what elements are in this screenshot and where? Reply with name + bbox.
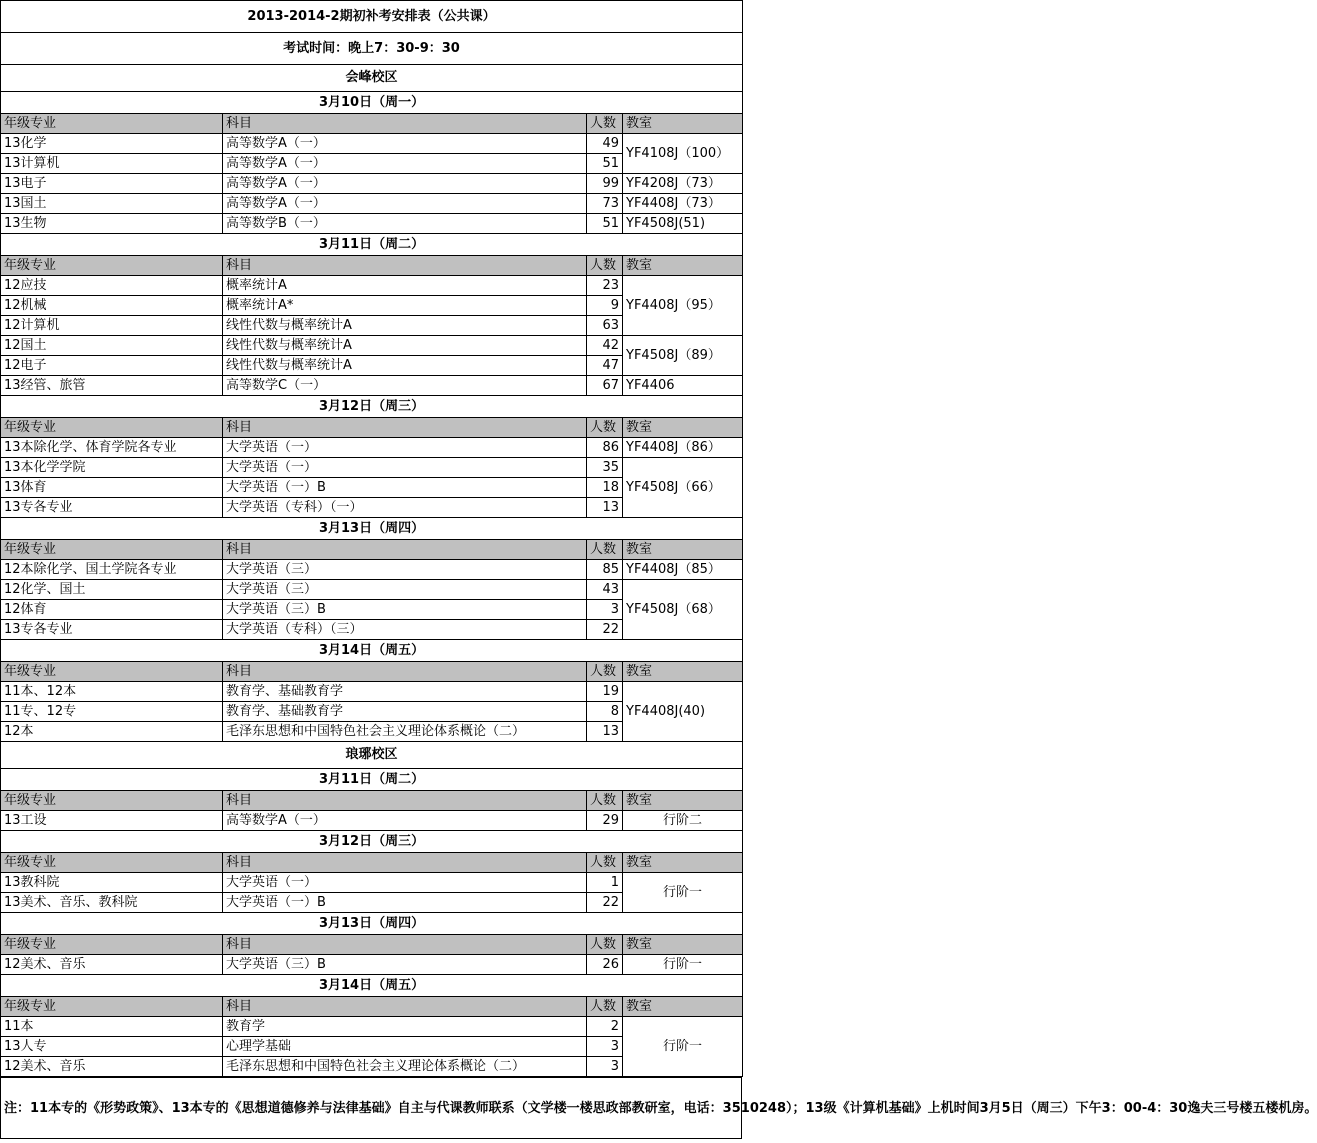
table-row <box>1 458 743 478</box>
header-major: 年级专业 <box>1 418 223 438</box>
cell-room: YF4508J(51) <box>623 214 743 234</box>
header-row <box>1 540 743 560</box>
cell-course: 毛泽东思想和中国特色社会主义理论体系概论（二） <box>223 1057 587 1077</box>
cell-course: 概率统计A <box>223 276 587 296</box>
cell-count: 85 <box>587 560 623 580</box>
cell-major: 13生物 <box>1 214 223 234</box>
sheet-title: 2013-2014-2期初补考安排表（公共课） <box>1 1 743 33</box>
header-count: 人数 <box>587 114 623 134</box>
cell-course: 线性代数与概率统计A <box>223 356 587 376</box>
date-row <box>1 518 743 540</box>
cell-major: 13本除化学、体育学院各专业 <box>1 438 223 458</box>
cell-major: 13人专 <box>1 1037 223 1057</box>
header-count: 人数 <box>587 418 623 438</box>
header-course: 科目 <box>223 791 587 811</box>
exam-time: 考试时间：晚上7：30-9：30 <box>1 33 743 65</box>
cell-room: YF4406 <box>623 376 743 396</box>
header-course: 科目 <box>223 935 587 955</box>
exam-date: 3月13日（周四） <box>1 913 743 935</box>
cell-major: 11本 <box>1 1017 223 1037</box>
header-count: 人数 <box>587 791 623 811</box>
cell-major: 11本、12本 <box>1 682 223 702</box>
cell-room: YF4408J（73） <box>623 194 743 214</box>
cell-major: 13专各专业 <box>1 498 223 518</box>
header-count: 人数 <box>587 662 623 682</box>
cell-count: 63 <box>587 316 623 336</box>
cell-major: 12美术、音乐 <box>1 1057 223 1077</box>
footnote: 注：11本专的《形势政策》、13本专的《思想道德修养与法律基础》自主与代课教师联系（文学楼一楼思政部教研室，电话：3510248）；13级《计算机基础》上机时间3月5日（周三）下午3：00-4：30逸夫三号楼五楼机房。 <box>1 1078 742 1139</box>
cell-major: 13经管、旅管 <box>1 376 223 396</box>
cell-room: YF4108J（100） <box>623 134 743 174</box>
cell-room: 行阶一 <box>623 955 743 975</box>
header-count: 人数 <box>587 935 623 955</box>
cell-course: 大学英语（三） <box>223 560 587 580</box>
cell-course: 线性代数与概率统计A <box>223 336 587 356</box>
table-row <box>1 336 743 356</box>
exam-date: 3月11日（周二） <box>1 234 743 256</box>
cell-major: 13工设 <box>1 811 223 831</box>
header-room: 教室 <box>623 662 743 682</box>
cell-course: 高等数学A（一） <box>223 174 587 194</box>
cell-count: 22 <box>587 893 623 913</box>
header-row <box>1 418 743 438</box>
date-row <box>1 975 743 997</box>
exam-date: 3月11日（周二） <box>1 769 743 791</box>
cell-course: 大学英语（三） <box>223 580 587 600</box>
cell-room: YF4408J（95） <box>623 276 743 336</box>
header-course: 科目 <box>223 853 587 873</box>
campus-name: 会峰校区 <box>1 65 743 92</box>
cell-major: 12本除化学、国土学院各专业 <box>1 560 223 580</box>
header-major: 年级专业 <box>1 791 223 811</box>
header-row <box>1 935 743 955</box>
exam-date: 3月14日（周五） <box>1 640 743 662</box>
header-course: 科目 <box>223 256 587 276</box>
date-row <box>1 234 743 256</box>
header-room: 教室 <box>623 997 743 1017</box>
table-row <box>1 873 743 893</box>
cell-major: 13本化学学院 <box>1 458 223 478</box>
cell-count: 22 <box>587 620 623 640</box>
cell-course: 高等数学C（一） <box>223 376 587 396</box>
cell-course: 教育学、基础教育学 <box>223 702 587 722</box>
cell-course: 高等数学A（一） <box>223 194 587 214</box>
table-row <box>1 134 743 154</box>
cell-count: 9 <box>587 296 623 316</box>
table-row <box>1 811 743 831</box>
exam-date: 3月14日（周五） <box>1 975 743 997</box>
cell-course: 教育学 <box>223 1017 587 1037</box>
cell-count: 23 <box>587 276 623 296</box>
cell-course: 高等数学A（一） <box>223 811 587 831</box>
header-room: 教室 <box>623 114 743 134</box>
cell-count: 1 <box>587 873 623 893</box>
header-major: 年级专业 <box>1 853 223 873</box>
cell-course: 大学英语（三）B <box>223 600 587 620</box>
exam-date: 3月12日（周三） <box>1 396 743 418</box>
cell-room: YF4508J（68） <box>623 580 743 640</box>
cell-room: 行阶二 <box>623 811 743 831</box>
table-row <box>1 276 743 296</box>
cell-course: 大学英语（一） <box>223 438 587 458</box>
cell-major: 12本 <box>1 722 223 742</box>
cell-count: 43 <box>587 580 623 600</box>
date-row <box>1 396 743 418</box>
header-major: 年级专业 <box>1 935 223 955</box>
cell-count: 3 <box>587 1037 623 1057</box>
cell-course: 大学英语（专科）（一） <box>223 498 587 518</box>
exam-date: 3月13日（周四） <box>1 518 743 540</box>
table-row <box>1 682 743 702</box>
table-row <box>1 174 743 194</box>
cell-course: 高等数学B（一） <box>223 214 587 234</box>
cell-course: 大学英语（专科）（三） <box>223 620 587 640</box>
header-row <box>1 256 743 276</box>
header-room: 教室 <box>623 791 743 811</box>
date-row <box>1 640 743 662</box>
header-major: 年级专业 <box>1 114 223 134</box>
header-row <box>1 853 743 873</box>
header-room: 教室 <box>623 540 743 560</box>
cell-course: 线性代数与概率统计A <box>223 316 587 336</box>
cell-major: 12应技 <box>1 276 223 296</box>
cell-course: 大学英语（三）B <box>223 955 587 975</box>
cell-course: 大学英语（一）B <box>223 893 587 913</box>
date-row <box>1 769 743 791</box>
cell-major: 12计算机 <box>1 316 223 336</box>
cell-major: 13化学 <box>1 134 223 154</box>
cell-count: 51 <box>587 154 623 174</box>
cell-count: 49 <box>587 134 623 154</box>
cell-course: 毛泽东思想和中国特色社会主义理论体系概论（二） <box>223 722 587 742</box>
cell-room: YF4508J（66） <box>623 458 743 518</box>
table-row <box>1 438 743 458</box>
campus-row <box>1 65 743 92</box>
cell-count: 51 <box>587 214 623 234</box>
cell-room: YF4208J（73） <box>623 174 743 194</box>
table-row <box>1 214 743 234</box>
header-course: 科目 <box>223 997 587 1017</box>
cell-major: 12机械 <box>1 296 223 316</box>
cell-count: 47 <box>587 356 623 376</box>
date-row <box>1 831 743 853</box>
cell-count: 13 <box>587 498 623 518</box>
campus-name: 琅琊校区 <box>1 742 743 769</box>
cell-major: 12体育 <box>1 600 223 620</box>
cell-count: 18 <box>587 478 623 498</box>
table-row <box>1 560 743 580</box>
cell-room: 行阶一 <box>623 873 743 913</box>
cell-major: 13计算机 <box>1 154 223 174</box>
cell-major: 11专、12专 <box>1 702 223 722</box>
header-count: 人数 <box>587 997 623 1017</box>
header-course: 科目 <box>223 418 587 438</box>
cell-major: 13美术、音乐、教科院 <box>1 893 223 913</box>
cell-room: YF4508J（89） <box>623 336 743 376</box>
cell-major: 13教科院 <box>1 873 223 893</box>
cell-count: 29 <box>587 811 623 831</box>
table-row <box>1 376 743 396</box>
cell-count: 3 <box>587 600 623 620</box>
cell-room: YF4408J（85） <box>623 560 743 580</box>
cell-count: 3 <box>587 1057 623 1077</box>
cell-major: 13体育 <box>1 478 223 498</box>
cell-major: 12电子 <box>1 356 223 376</box>
cell-course: 高等数学A（一） <box>223 154 587 174</box>
cell-count: 35 <box>587 458 623 478</box>
cell-count: 42 <box>587 336 623 356</box>
header-row <box>1 997 743 1017</box>
cell-room: YF4408J（86） <box>623 438 743 458</box>
cell-course: 概率统计A* <box>223 296 587 316</box>
header-course: 科目 <box>223 114 587 134</box>
cell-count: 86 <box>587 438 623 458</box>
header-room: 教室 <box>623 418 743 438</box>
header-course: 科目 <box>223 662 587 682</box>
cell-course: 大学英语（一） <box>223 873 587 893</box>
cell-major: 13电子 <box>1 174 223 194</box>
cell-count: 26 <box>587 955 623 975</box>
table-row <box>1 955 743 975</box>
cell-room: 行阶一 <box>623 1017 743 1077</box>
cell-count: 67 <box>587 376 623 396</box>
cell-room: YF4408J(40) <box>623 682 743 742</box>
header-major: 年级专业 <box>1 256 223 276</box>
header-row <box>1 662 743 682</box>
cell-course: 心理学基础 <box>223 1037 587 1057</box>
header-major: 年级专业 <box>1 997 223 1017</box>
header-row <box>1 114 743 134</box>
header-major: 年级专业 <box>1 540 223 560</box>
date-row <box>1 913 743 935</box>
header-course: 科目 <box>223 540 587 560</box>
cell-course: 大学英语（一）B <box>223 478 587 498</box>
header-count: 人数 <box>587 853 623 873</box>
date-row <box>1 92 743 114</box>
cell-course: 高等数学A（一） <box>223 134 587 154</box>
cell-major: 12国土 <box>1 336 223 356</box>
cell-course: 大学英语（一） <box>223 458 587 478</box>
header-room: 教室 <box>623 853 743 873</box>
header-count: 人数 <box>587 256 623 276</box>
cell-major: 12化学、国土 <box>1 580 223 600</box>
exam-date: 3月10日（周一） <box>1 92 743 114</box>
header-count: 人数 <box>587 540 623 560</box>
cell-major: 13国土 <box>1 194 223 214</box>
cell-count: 99 <box>587 174 623 194</box>
header-major: 年级专业 <box>1 662 223 682</box>
table-row <box>1 580 743 600</box>
header-row <box>1 791 743 811</box>
cell-count: 13 <box>587 722 623 742</box>
campus-row <box>1 742 743 769</box>
cell-count: 8 <box>587 702 623 722</box>
header-room: 教室 <box>623 935 743 955</box>
cell-count: 2 <box>587 1017 623 1037</box>
cell-major: 13专各专业 <box>1 620 223 640</box>
cell-count: 73 <box>587 194 623 214</box>
cell-major: 12美术、音乐 <box>1 955 223 975</box>
exam-date: 3月12日（周三） <box>1 831 743 853</box>
table-row <box>1 194 743 214</box>
cell-count: 19 <box>587 682 623 702</box>
header-room: 教室 <box>623 256 743 276</box>
note-table <box>0 1077 1317 1139</box>
table-row <box>1 1017 743 1037</box>
cell-course: 教育学、基础教育学 <box>223 682 587 702</box>
